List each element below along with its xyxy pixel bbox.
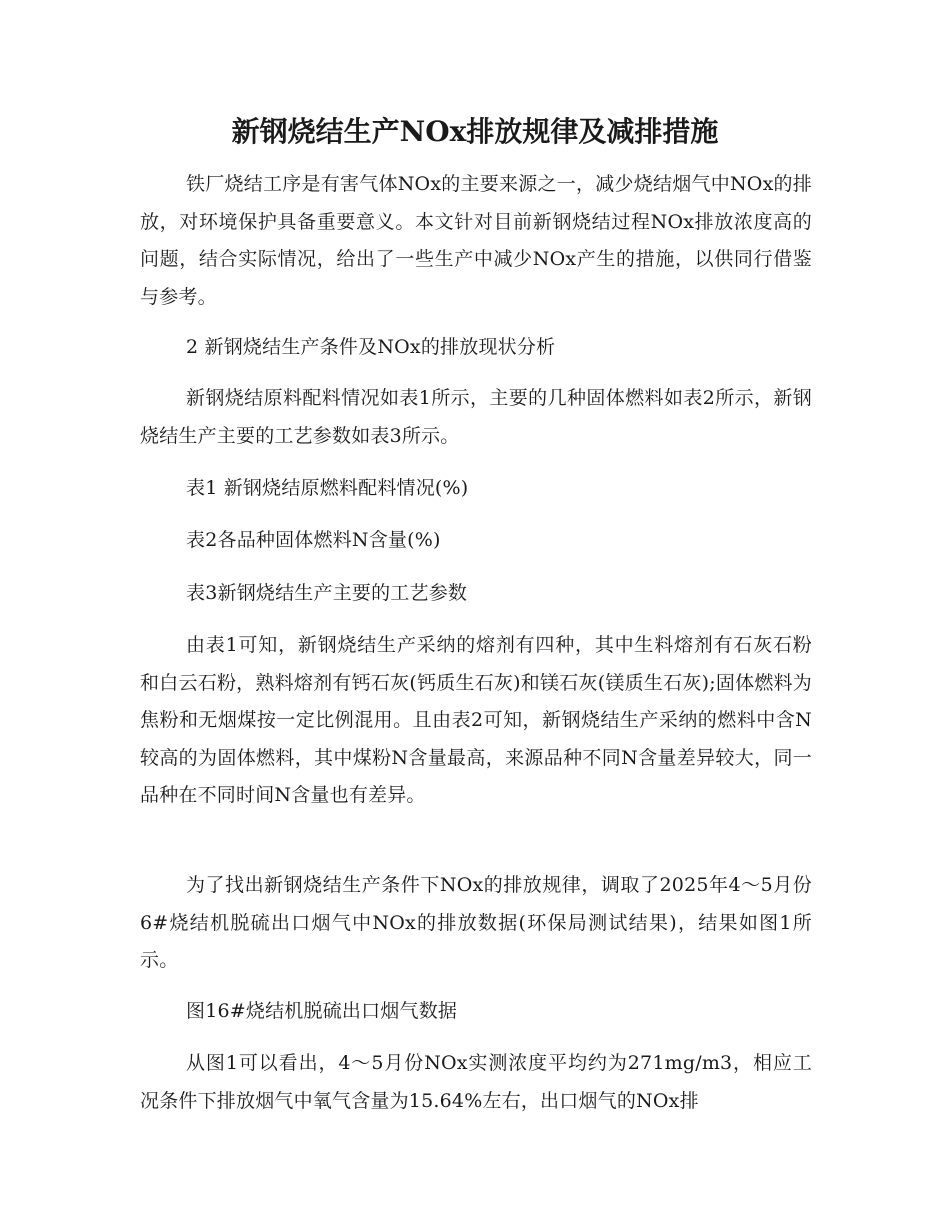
table-caption-1: 表1 新钢烧结原燃料配料情况(%)	[186, 477, 469, 499]
paragraph-results: 从图1可以看出，4～5月份NOx实测浓度平均约为271mg/m3，相应工况条件下排放烟气中氧气含量为15.64%左右，出口烟气的NOx排	[140, 1052, 812, 1112]
paragraph-data-source: 为了找出新钢烧结生产条件下NOx的排放规律，调取了2025年4～5月份6#烧结机脱硫出口烟气中NOx的排放数据(环保局测试结果)，结果如图1所示。	[140, 874, 812, 971]
table-caption-2: 表2各品种固体燃料N含量(%)	[186, 529, 441, 551]
document-title: 新钢烧结生产NOx排放规律及减排措施	[231, 115, 719, 148]
paragraph-intro: 铁厂烧结工序是有害气体NOx的主要来源之一，减少烧结烟气中NOx的排放，对环境保护具备重要意义。本文针对目前新钢烧结过程NOx排放浓度高的问题，结合实际情况，给出了一些生产中减少NOx产生的措施，以供同行借鉴与参考。	[140, 173, 812, 308]
paragraph-analysis: 由表1可知，新钢烧结生产采纳的熔剂有四种，其中生料熔剂有石灰石粉和白云石粉，熟料熔剂有钙石灰(钙质生石灰)和镁石灰(镁质生石灰);固体燃料为焦粉和无烟煤按一定比例混用。且由表2可知，新钢烧结生产采纳的燃料中含N较高的为固体燃料，其中煤粉N含量最高，来源品种不同N含量差异较大，同一品种在不同时间N含量也有差异。	[140, 634, 812, 806]
paragraph-materials: 新钢烧结原料配料情况如表1所示，主要的几种固体燃料如表2所示，新钢烧结生产主要的工艺参数如表3所示。	[140, 387, 812, 447]
figure-caption-1: 图16#烧结机脱硫出口烟气数据	[186, 1000, 458, 1022]
section-heading: 2 新钢烧结生产条件及NOx的排放现状分析	[186, 336, 556, 358]
table-caption-3: 表3新钢烧结生产主要的工艺参数	[186, 582, 468, 604]
